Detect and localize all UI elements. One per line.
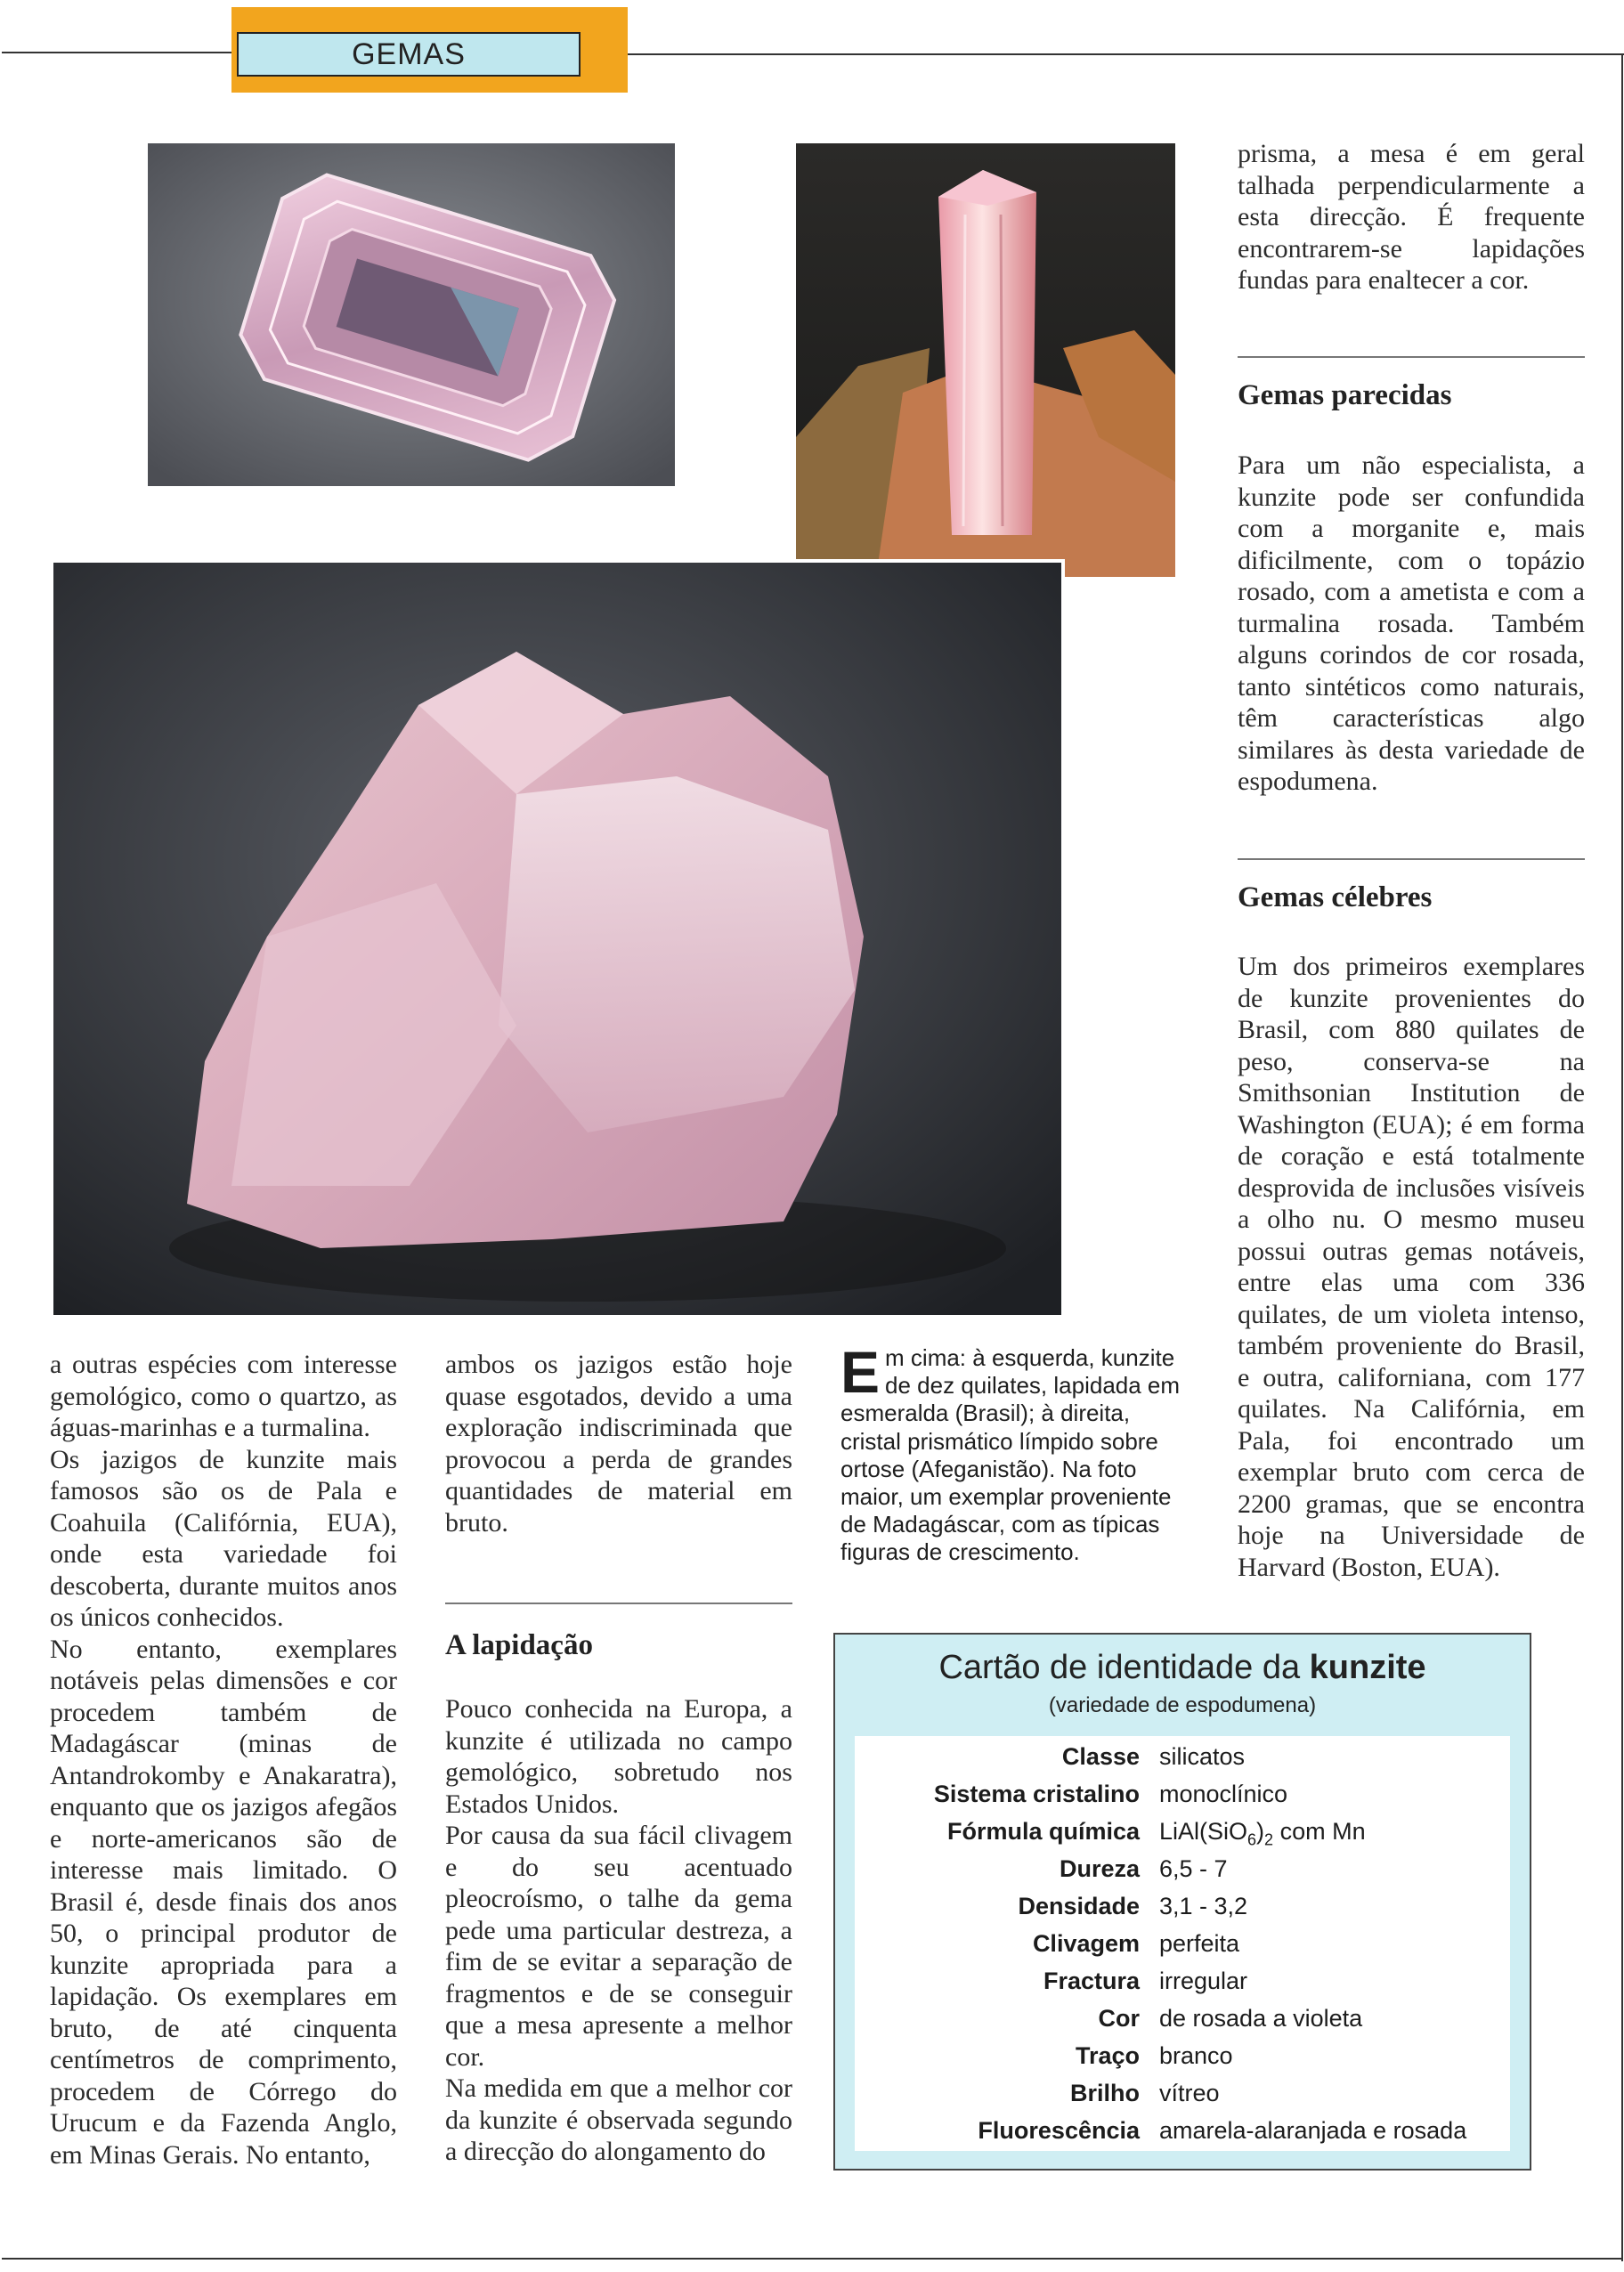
- property-value: $LiAl(SiO_6)_2$ com Mn: [1159, 1818, 1366, 1849]
- property-value: vítreo: [1159, 2080, 1220, 2106]
- card-row-fractura: [855, 1968, 1510, 2005]
- section-label: GEMAS: [237, 32, 581, 77]
- property-label: Densidade: [1018, 1893, 1140, 1919]
- paragraph: prisma, a mesa é em geral talhada perpendicularmente a esta direcção. É frequente encontrarem-se lapidações fundas para enaltecer a cor.: [1238, 139, 1585, 295]
- section-divider: [1238, 356, 1585, 358]
- property-label: Traço: [1075, 2042, 1140, 2069]
- property-value: branco: [1159, 2042, 1233, 2069]
- property-value: monoclínico: [1159, 1781, 1288, 1807]
- property-value: 3,1 - 3,2: [1159, 1893, 1248, 1919]
- property-label: Fluorescência: [978, 2117, 1140, 2144]
- property-value: irregular: [1159, 1968, 1248, 1994]
- property-value: 6,5 - 7: [1159, 1855, 1228, 1882]
- paragraph: ambos os jazigos estão hoje quase esgotados, devido a uma exploração indiscriminada que provocou a perda de grandes quantidades de material em bruto.: [445, 1350, 792, 1538]
- card-row-classe: [855, 1743, 1510, 1781]
- property-label: Clivagem: [1032, 1930, 1140, 1957]
- text-column-4-celebres: [1238, 951, 1585, 1583]
- card-row-clivagem: [855, 1930, 1510, 1968]
- card-subtitle: (variedade de espodumena): [1048, 1693, 1317, 1717]
- photo-prismatic-crystal: [796, 143, 1175, 577]
- paragraph: Para um não especialista, a kunzite pode ser confundida com a morganite e, mais dificilmente, com o topázio rosado, com a ametista e com a turmalina rosada. Também alguns corindos de cor rosada, tanto sintéticos como naturais, têm características algo similares às desta variedade de espodumena.: [1238, 450, 1585, 796]
- paragraph: a outras espécies com interesse gemológico, como o quartzo, as águas-marinhas e a turmalina.: [50, 1350, 397, 1442]
- photo-rough-kunzite: [53, 563, 1061, 1315]
- property-label: Sistema cristalino: [933, 1781, 1140, 1807]
- header-rule-right: [628, 53, 1624, 55]
- card-title: [835, 1649, 1530, 1687]
- section-divider: [1238, 858, 1585, 860]
- paragraph: No entanto, exemplares notáveis pelas dimensões e cor procedem também de Madagáscar (minas de Antandrokomby e Anakaratra), enquanto que os jazigos afegãos e norte-americanos são de interesse mais limitado. O Brasil é, desde finais dos anos 50, o principal produtor de kunzite apropriada para a lapidação. Os exemplares em bruto, de até cinquenta centímetros de comprimento, procedem de Córrego do Urucum e da Fazenda Anglo, em Minas Gerais. No entanto,: [50, 1634, 397, 2170]
- header-rule-left: [2, 52, 237, 53]
- text-column-2: [445, 1349, 792, 1538]
- drop-cap: E: [840, 1339, 881, 1405]
- photo-cut-kunzite: [148, 143, 675, 486]
- property-label: Brilho: [1070, 2080, 1140, 2106]
- property-value: de rosada a violeta: [1159, 2005, 1363, 2032]
- paragraph: Por causa da sua fácil clivagem e do seu acentuado pleocroísmo, o talhe da gema pede uma particular destreza, a fim de se evitar a separação de fragmentos e de se conseguir que a mesa apresente a melhor cor.: [445, 1821, 792, 2072]
- card-row-formula: [855, 1818, 1510, 1855]
- paragraph: Pouco conhecida na Europa, a kunzite é utilizada no campo gemológico, sobretudo nos Estados Unidos.: [445, 1694, 792, 1819]
- caption-text: m cima: à esquerda, kunzite de dez quilates, lapidada em esmeralda (Brasil); à direita, cristal prismático límpido sobre ortose (Afeganistão). Na foto maior, um exemplar proveniente de Madagáscar, com as típicas figuras de crescimento.: [840, 1344, 1181, 1566]
- identity-card: [833, 1633, 1531, 2171]
- card-row-densidade: [855, 1893, 1510, 1930]
- property-label: Fractura: [1043, 1968, 1140, 1994]
- card-title-prefix: Cartão de identidade da: [938, 1649, 1301, 1686]
- text-column-2-body: [445, 1693, 792, 2168]
- heading-gemas-parecidas: Gemas parecidas: [1238, 379, 1452, 411]
- card-properties-table: [855, 1736, 1510, 2151]
- text-column-1: [50, 1349, 397, 2171]
- card-title-mineral: kunzite: [1309, 1649, 1426, 1686]
- property-value: perfeita: [1159, 1930, 1240, 1957]
- card-row-traco: [855, 2042, 1510, 2080]
- property-value: amarela-alaranjada e rosada: [1159, 2117, 1467, 2144]
- property-value: silicatos: [1159, 1743, 1246, 1770]
- heading-lapidacao: A lapidação: [445, 1629, 593, 1661]
- section-divider: [445, 1603, 792, 1604]
- paragraph: Um dos primeiros exemplares de kunzite provenientes do Brasil, com 880 quilates de peso, conserva-se na Smithsonian Institution de Washington (EUA); é em forma de coração e está totalmente desprovida de inclusões visíveis a olho nu. O mesmo museu possui outras gemas notáveis, entre elas uma com 336 quilates, de um violeta intenso, também proveniente do Brasil, e outra, californiana, com 177 quilates. Na Califórnia, em Pala, foi encontrado um exemplar bruto com cerca de 2200 gramas, que se encontra hoje na Universidade de Harvard (Boston, EUA).: [1238, 952, 1585, 1582]
- page-frame-right: [1621, 53, 1623, 2261]
- property-label: Fórmula química: [946, 1818, 1140, 1845]
- card-row-cor: [855, 2005, 1510, 2042]
- text-column-4-intro: [1238, 138, 1585, 296]
- card-row-sistema: [855, 1781, 1510, 1818]
- paragraph: Na medida em que a melhor cor da kunzite é observada segundo a direcção do alongamento do: [445, 2073, 792, 2166]
- card-row-fluorescencia: [855, 2117, 1510, 2154]
- property-label: Classe: [1061, 1743, 1140, 1770]
- photo-caption: [840, 1339, 1197, 1567]
- property-label: Dureza: [1059, 1855, 1140, 1882]
- paragraph: Os jazigos de kunzite mais famosos são os de Pala e Coahuila (Califórnia, EUA), onde esta variedade foi descoberta, durante muitos anos os únicos conhecidos.: [50, 1444, 397, 1632]
- card-row-brilho: [855, 2080, 1510, 2117]
- text-column-4-parecidas: [1238, 450, 1585, 798]
- page-frame-bottom: [2, 2258, 1623, 2260]
- card-row-dureza: [855, 1855, 1510, 1893]
- heading-gemas-celebres: Gemas célebres: [1238, 881, 1433, 913]
- property-label: Cor: [1098, 2005, 1140, 2032]
